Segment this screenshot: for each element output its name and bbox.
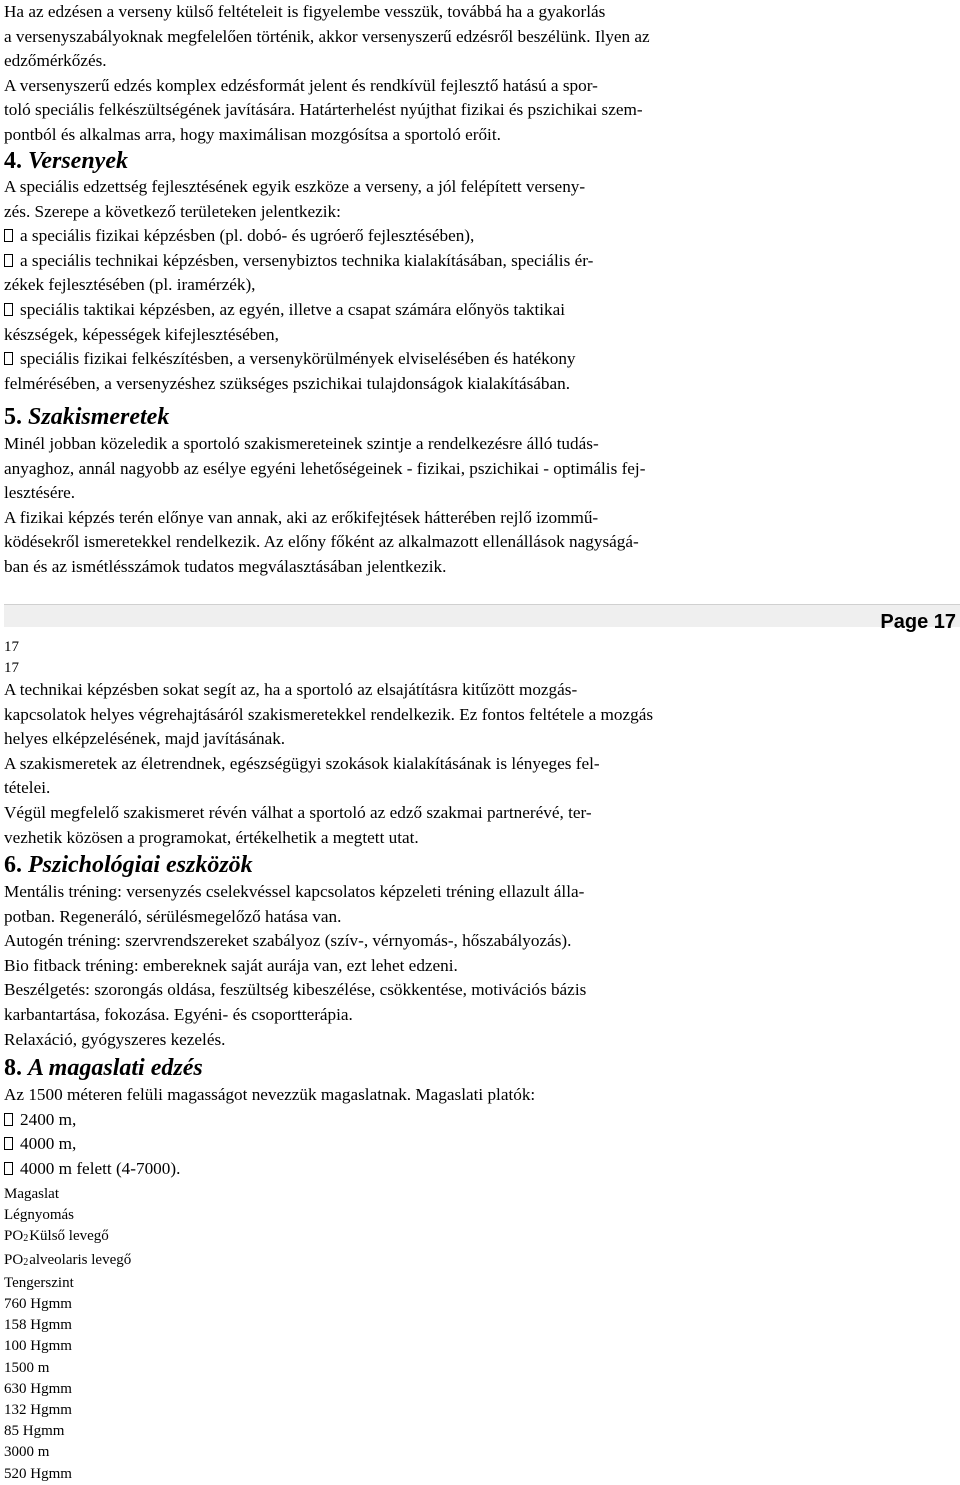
pszichologiai-section: [4, 880, 814, 1052]
list-item: a speciális fizikai képzésben (pl. dobó- és ugróerő fejlesztésében),: [4, 224, 814, 249]
technikai-paragraph: [4, 678, 814, 850]
table-cell: 760 Hgmm: [4, 1296, 72, 1313]
text-line: A versenyszerű edzés komplex edzésformát jelent és rendkívül fejlesztő hatású a spor-: [4, 75, 598, 95]
text-line: toló speciális felkészültségének javítására. Határterhelést nyújthat fizikai és pszichikai szem-: [4, 100, 643, 120]
table-cell: 100 Hgmm: [4, 1338, 72, 1355]
list-item: speciális taktikai képzésben, az egyén, illetve a csapat számára előnyös taktikai: [4, 298, 814, 323]
heading-szakismeretek: [4, 404, 814, 430]
text-line: felmérésében, a versenyzéshez szükséges pszichikai tulajdonságok kialakításában.: [4, 373, 571, 393]
text-line: készségek, képességek kifejlesztésében,: [4, 324, 279, 344]
heading-number: 8.: [4, 1055, 22, 1081]
text-line: Mentális tréning: versenyzés cselekvéssel kapcsolatos képzeleti tréning ellazult álla-: [4, 882, 585, 901]
page-break-bar: [4, 604, 960, 627]
heading-versenyek: [4, 148, 814, 174]
text-line: anyaghoz, annál nagyobb az esélye egyéni lehetőségeinek - fizikai, pszichikai - optimális fej-: [4, 458, 646, 478]
text-line: A fizikai képzés terén előnye van annak, aki az erőkifejtések hátterében rejlő izommű-: [4, 507, 599, 527]
intro-paragraph: [4, 0, 814, 148]
text-line: edzőmérkőzés.: [4, 51, 107, 71]
table-cell: 3000 m: [4, 1444, 50, 1461]
text-line: potban. Regeneráló, sérülésmegelőző hatása van.: [4, 906, 342, 926]
text-line: zés. Szerepe a következő területeken jelentkezik:: [4, 201, 341, 221]
text-line: Beszélgetés: szorongás oldása, feszültség kibeszélése, csökkentése, motivációs bázis: [4, 980, 587, 1000]
heading-title: A magaslati edzés: [28, 1055, 203, 1081]
szakismeretek-section: [4, 432, 814, 580]
text-line: vezhetik közösen a programokat, értékelhetik a megtett utat.: [4, 827, 419, 847]
bullet-box-icon: [4, 229, 13, 242]
magaslati-section: [4, 1083, 814, 1181]
table-cell: 1500 m: [4, 1359, 50, 1376]
list-item: 4000 m felett (4-7000).: [4, 1157, 814, 1182]
bullet-box-icon: [4, 1162, 13, 1175]
text-line: A szakismeretek az életrendnek, egészségügyi szokások kialakításának is lényeges fel-: [4, 753, 600, 773]
bullet-box-icon: [4, 352, 13, 365]
text-line: Az 1500 méteren felüli magasságot nevezzük magaslatnak. Magaslati platók:: [4, 1085, 536, 1104]
list-item: speciális fizikai felkészítésben, a versenykörülmények elviselésében és hatékony: [4, 347, 814, 372]
text-line: Minél jobban közeledik a sportoló szakismereteinek szintje a rendelkezésre álló tudás-: [4, 434, 599, 453]
text-line: Autogén tréning: szervrendszereket szabályoz (szív-, vérnyomás-, hőszabályozás).: [4, 931, 572, 951]
text-line: A technikai képzésben sokat segít az, ha a sportoló az elsajátításra kitűzött mozgás-: [4, 680, 578, 699]
bullet-box-icon: [4, 303, 13, 316]
text-line: A speciális edzettség fejlesztésének egyik eszköze a verseny, a jól felépített verseny-: [4, 177, 586, 196]
bullet-box-icon: [4, 1137, 13, 1150]
text-line: lesztésére.: [4, 483, 76, 503]
table-cell: PO2alveolaris levegő: [4, 1251, 132, 1268]
heading-number: 6.: [4, 852, 22, 878]
text-line: ködésekről ismeretekkel rendelkezik. Az előny főként az alkalmazott ellenállások nagyságá-: [4, 532, 639, 552]
text-line: pontból és alkalmas arra, hogy maximálisan mozgósítsa a sportoló erőit.: [4, 124, 501, 144]
text-line: Relaxáció, gyógyszeres kezelés.: [4, 1029, 226, 1049]
heading-title: Versenyek: [28, 148, 128, 174]
heading-pszichologiai: [4, 852, 814, 878]
heading-magaslati: [4, 1055, 814, 1081]
page-number: 17: [4, 639, 19, 655]
heading-number: 5.: [4, 404, 22, 430]
heading-title: Pszichológiai eszközök: [28, 852, 253, 878]
table-cell: 158 Hgmm: [4, 1317, 72, 1334]
text-line: karbantartása, fokozása. Egyéni- és csoportterápia.: [4, 1004, 353, 1024]
list-item: a speciális technikai képzésben, versenybiztos technika kialakításában, speciális ér-: [4, 249, 814, 274]
table-cell: Magaslat: [4, 1186, 59, 1202]
list-item: 4000 m,: [4, 1132, 814, 1157]
text-line: Végül megfelelő szakismeret révén válhat a sportoló az edző szakmai partnerévé, ter-: [4, 802, 592, 822]
table-cell: 85 Hgmm: [4, 1423, 65, 1440]
table-cell: Tengerszint: [4, 1274, 74, 1291]
table-cell: 132 Hgmm: [4, 1402, 72, 1419]
text-line: zékek fejlesztésében (pl. iramérzék),: [4, 275, 256, 295]
page-numbers: [4, 637, 814, 679]
table-cell: Légnyomás: [4, 1207, 74, 1224]
altitude-table: [4, 1184, 814, 1485]
text-line: helyes elképzelésének, majd javításának.: [4, 729, 286, 749]
page-number: 17: [4, 660, 19, 677]
table-cell: 520 Hgmm: [4, 1465, 72, 1482]
heading-number: 4.: [4, 148, 22, 174]
text-line: ban és az ismétlésszámok tudatos megválasztásában jelentkezik.: [4, 556, 447, 576]
text-line: a versenyszabályoknak megfelelően történik, akkor versenyszerű edzésről beszélünk. Ilyen az: [4, 26, 650, 46]
bullet-box-icon: [4, 1113, 13, 1126]
page-label: Page 17: [880, 611, 956, 633]
text-line: Bio fitback tréning: embereknek saját aurája van, ezt lehet edzeni.: [4, 955, 458, 975]
bullet-box-icon: [4, 254, 13, 267]
heading-title: Szakismeretek: [28, 404, 170, 430]
table-cell: PO2Külső levegő: [4, 1228, 109, 1245]
text-line: Ha az edzésen a verseny külső feltételeit is figyelembe vesszük, továbbá ha a gyakorlás: [4, 2, 606, 21]
versenyek-section: [4, 175, 814, 396]
text-line: tételei.: [4, 778, 51, 798]
list-item: 2400 m,: [4, 1108, 814, 1133]
text-line: kapcsolatok helyes végrehajtásáról szakismeretekkel rendelkezik. Ez fontos feltétele a mozgás: [4, 704, 654, 724]
table-cell: 630 Hgmm: [4, 1380, 72, 1397]
